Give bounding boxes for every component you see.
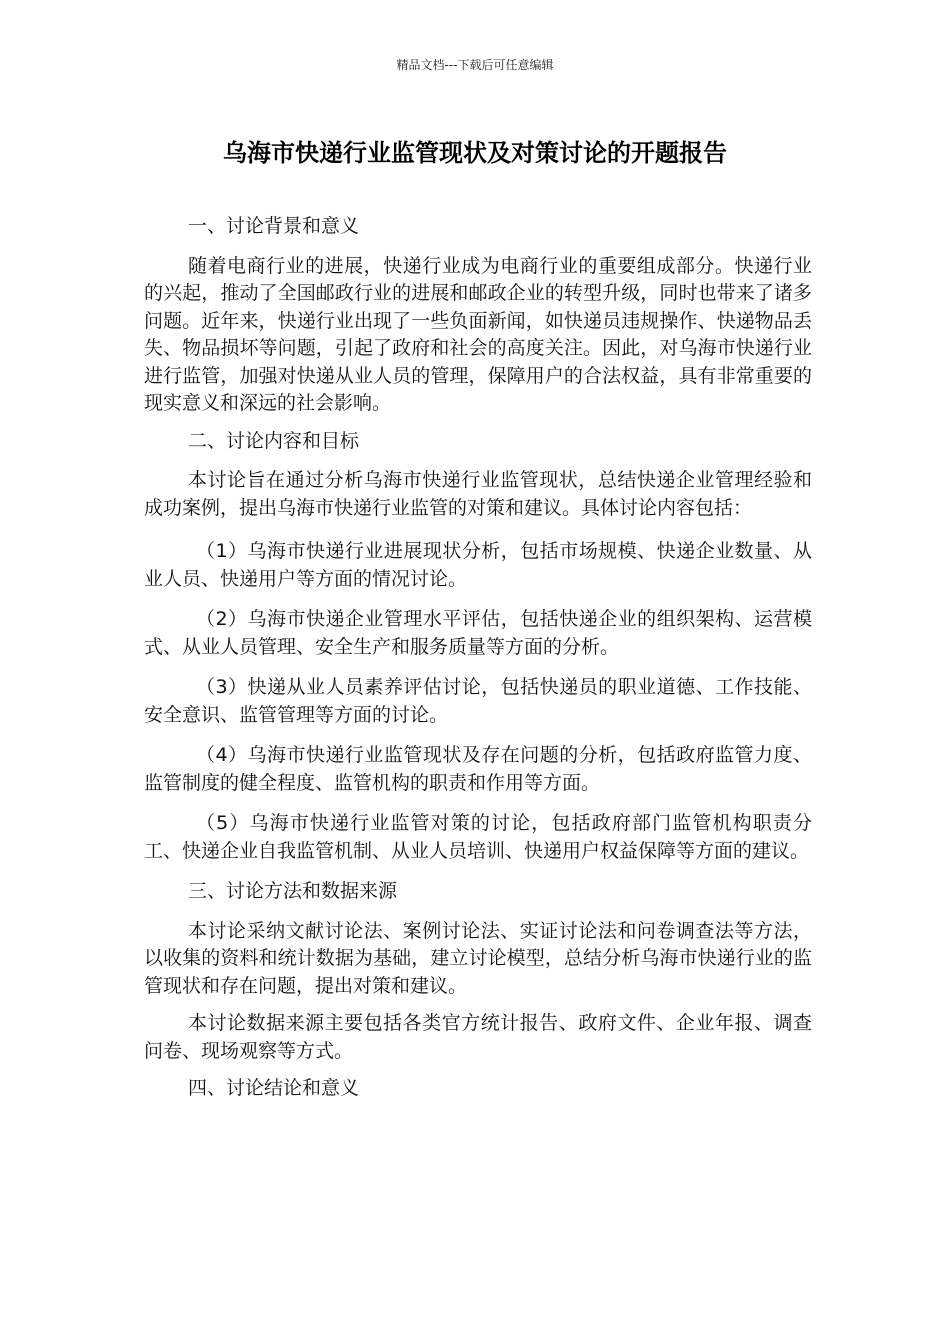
list-item-4: （4）乌海市快递行业监管现状及存在问题的分析，包括政府监管力度、监管制度的健全程度、监管机构的职责和作用等方面。	[144, 744, 812, 794]
document-title: 乌海市快递行业监管现状及对策讨论的开题报告	[223, 139, 727, 167]
section-heading-content-goals: 二、讨论内容和目标	[188, 429, 360, 452]
section-heading-background: 一、讨论背景和意义	[188, 215, 360, 237]
paragraph-methods: 本讨论采纳文献讨论法、案例讨论法、实证讨论法和问卷调查法等方法，以收集的资料和统计数据为基础，建立讨论模型，总结分析乌海市快递行业的监管现状和存在问题，提出对策和建议。	[144, 919, 812, 997]
list-item-1: （1）乌海市快递行业进展现状分析，包括市场规模、快递企业数量、从业人员、快递用户等方面的情况讨论。	[144, 540, 812, 590]
paragraph-data-sources: 本讨论数据来源主要包括各类官方统计报告、政府文件、企业年报、调查问卷、现场观察等方式。	[144, 1012, 812, 1062]
paragraph-content-goals: 本讨论旨在通过分析乌海市快递行业监管现状，总结快递企业管理经验和成功案例，提出乌海市快递行业监管的对策和建议。具体讨论内容包括：	[144, 469, 812, 519]
list-item-3: （3）快递从业人员素养评估讨论，包括快递员的职业道德、工作技能、安全意识、监管管理等方面的讨论。	[144, 676, 812, 726]
page-header-note: 精品文档---下载后可任意编辑	[396, 58, 554, 72]
section-heading-conclusion: 四、讨论结论和意义	[188, 1077, 360, 1099]
paragraph-background: 随着电商行业的进展，快递行业成为电商行业的重要组成部分。快递行业的兴起，推动了全国邮政行业的进展和邮政企业的转型升级，同时也带来了诸多问题。近年来，快递行业出现了一些负面新闻，如快递员违规操作、快递物品丢失、物品损坏等问题，引起了政府和社会的高度关注。因此，对乌海市快递行业进行监管，加强对快递从业人员的管理，保障用户的合法权益，具有非常重要的现实意义和深远的社会影响。	[144, 254, 812, 414]
section-heading-methods: 三、讨论方法和数据来源	[188, 880, 398, 902]
document-body	[144, 213, 812, 1115]
list-item-5: （5）乌海市快递行业监管对策的讨论，包括政府部门监管机构职责分工、快递企业自我监管机制、从业人员培训、快递用户权益保障等方面的建议。	[144, 812, 812, 862]
list-item-2: （2）乌海市快递企业管理水平评估，包括快递企业的组织架构、运营模式、从业人员管理、安全生产和服务质量等方面的分析。	[144, 608, 812, 658]
